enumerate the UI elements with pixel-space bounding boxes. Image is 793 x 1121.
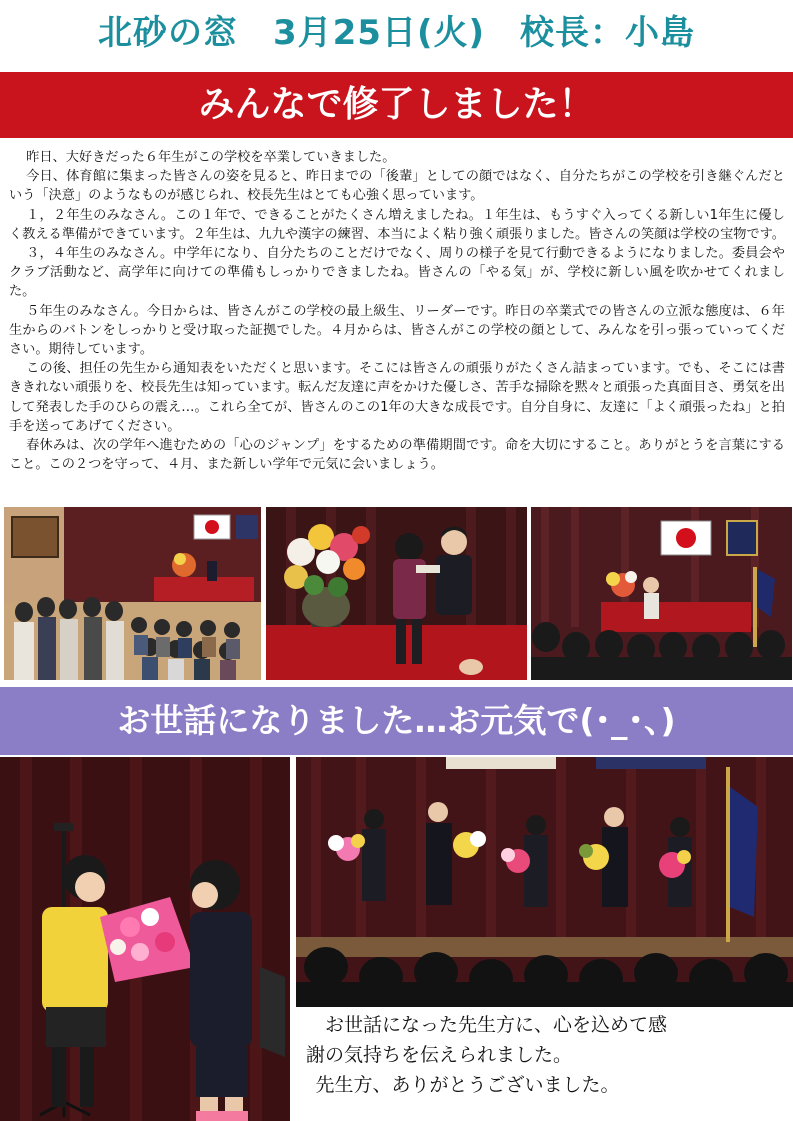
- teachers-on-stage-picture: [296, 757, 793, 1007]
- message-paragraph: １，２年生のみなさん。この１年で、できることがたくさん増えましたね。１年生は、もうすぐ入ってくる新しい1年生に優しく教える準備ができています。２年生は、九九や漢字の練習、本当によく粘り強く頑張りました。皆さんの笑顔は学校の宝物です。: [9, 207, 785, 242]
- message-paragraph: ５年生のみなさん。今日からは、皆さんがこの学校の最上級生、リーダーです。昨日の卒業式での皆さんの立派な態度は、６年生からのバトンをしっかりと受け取った証拠でした。４月からは、皆さんがこの学校の顔として、みんなを引っ張っていってください。期待しています。: [9, 303, 785, 358]
- caption-line: 謝の気持ちを伝えられました。: [306, 1044, 573, 1066]
- section-heading-completion: みんなで修了しました！: [0, 72, 793, 138]
- flower-presentation-photo: [0, 757, 290, 1121]
- farewell-caption: [306, 1010, 790, 1100]
- principal-message: [9, 148, 785, 474]
- message-paragraph: この後、担任の先生から通知表をいただくと思います。そこには皆さんの頑張りがたくさん詰まっています。でも、そこには書ききれない頑張りを、校長先生は知っています。転んだ友達に声をかけた優しさ、苦手な掃除を黙々と頑張った真面目さ、勇気を出して発表した手のひらの震え…。これら全てが、皆さんのこの1年の大きな成長です。自分自身に、友達に「よく頑張ったね」と拍手を送ってあげてください。: [9, 361, 785, 434]
- newsletter-masthead: 北砂の窓 3月25日(火) 校長：小島: [97, 13, 696, 53]
- certificate-presentation-picture: [266, 507, 527, 680]
- assembly-gym-picture: [4, 507, 261, 680]
- certificate-presentation-photo: [266, 507, 527, 680]
- stage-speech-picture: [531, 507, 792, 680]
- caption-line: 先生方、ありがとうございました。: [315, 1074, 620, 1096]
- message-paragraph: 昨日、大好きだった６年生がこの学校を卒業していきました。: [26, 150, 396, 165]
- assembly-gym-photo: [4, 507, 261, 680]
- teachers-on-stage-photo: [296, 757, 793, 1007]
- message-paragraph: 春休みは、次の学年へ進むための「心のジャンプ」をするための準備期間です。命を大切にすること。ありがとうを言葉にすること。この２つを守って、４月、また新しい学年で元気に会いましょう。: [9, 438, 785, 473]
- message-paragraph: 今日、体育館に集まった皆さんの姿を見ると、昨日までの「後輩」としての顔ではなく、自分たちがこの学校を引き継ぐんだという「決意」のようなものが感じられ、校長先生はとても心強く思っています。: [9, 169, 785, 204]
- stage-speech-photo: [531, 507, 792, 680]
- caption-line: お世話になった先生方に、心を込めて感: [325, 1014, 668, 1036]
- section-heading-farewell: お世話になりました…お元気で(･_･、): [0, 687, 793, 755]
- flower-presentation-picture: [0, 757, 290, 1121]
- message-paragraph: ３，４年生のみなさん。中学年になり、自分たちのことだけでなく、周りの様子を見て行動できるようになりました。委員会やクラブ活動など、高学年に向けての準備もしっかりできましたね。皆さんの「やる気」が、学校に新しい風を吹かせてくれました。: [9, 246, 785, 300]
